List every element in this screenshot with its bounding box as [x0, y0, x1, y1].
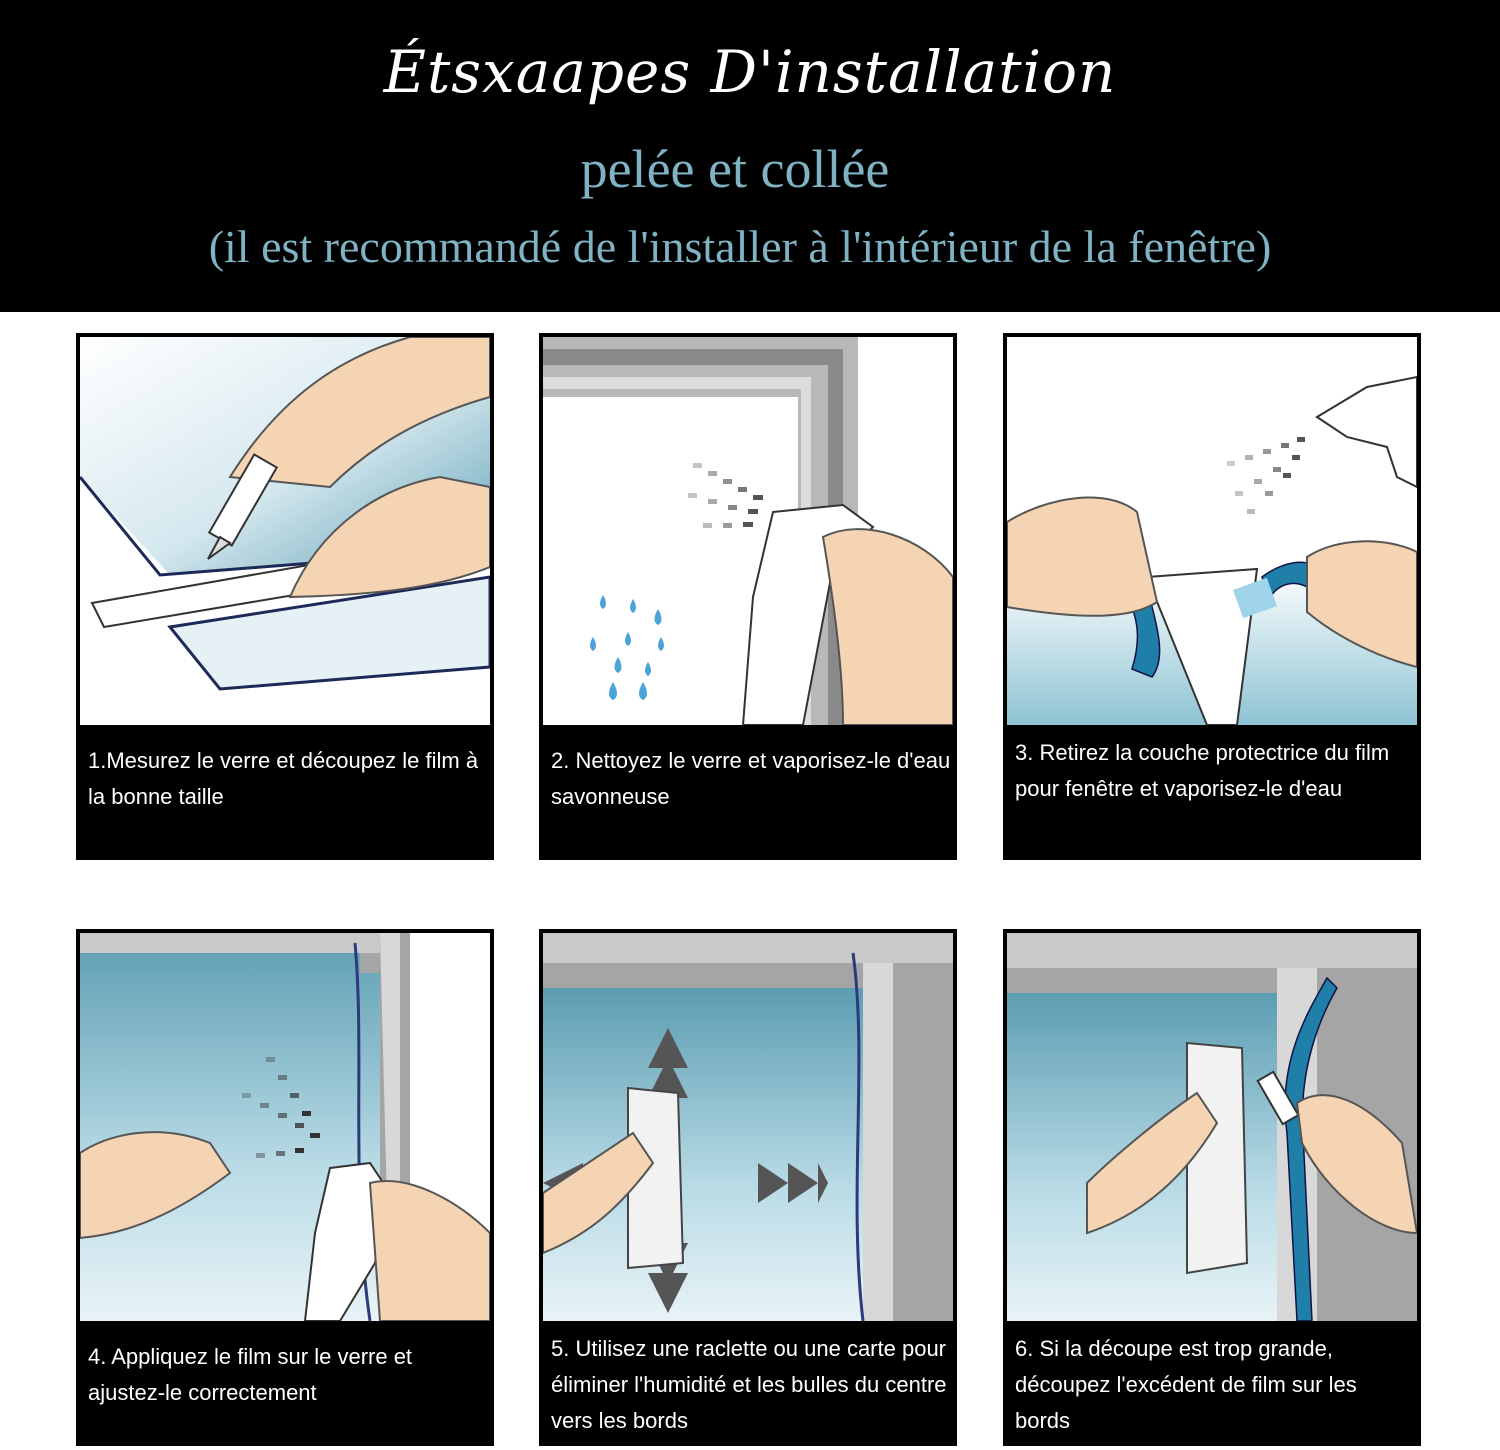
- step-caption-6: 6. Si la découpe est trop grande, découpez l'excédent de film sur les bords: [1015, 1336, 1357, 1433]
- page-title: Étsxaapes D'installation: [383, 38, 1117, 106]
- page-subtitle: pelée et collée: [580, 139, 890, 199]
- step-card-2: [539, 333, 957, 860]
- step-caption-2: 2. Nettoyez le verre et vaporisez-le d'eau savonneuse: [551, 748, 951, 809]
- step-card-3: [1003, 333, 1421, 860]
- squeegee-illustration: [543, 933, 953, 1321]
- step-caption-5: 5. Utilisez une raclette ou une carte pour éliminer l'humidité et les bulles du centre vers les bords: [551, 1336, 947, 1433]
- apply-film-illustration: [80, 933, 490, 1321]
- header-banner: [0, 0, 1500, 312]
- step-card-6: [1003, 929, 1421, 1446]
- install-recommendation: (il est recommandé de l'installer à l'intérieur de la fenêtre): [208, 221, 1272, 272]
- trim-film-illustration: [1007, 933, 1417, 1321]
- spray-window-illustration: [543, 337, 953, 725]
- step-card-1: [76, 333, 494, 860]
- step-caption-4: 4. Appliquez le film sur le verre et ajustez-le correctement: [88, 1344, 413, 1405]
- step-caption-1: 1.Mesurez le verre et découpez le film à la bonne taille: [88, 748, 479, 809]
- step-caption-3: 3. Retirez la couche protectrice du film pour fenêtre et vaporisez-le d'eau: [1015, 740, 1390, 801]
- step-card-4: [76, 929, 494, 1446]
- peel-film-illustration: [1007, 337, 1417, 725]
- cutter-knife-illustration: [80, 337, 490, 725]
- step-card-5: [539, 929, 957, 1446]
